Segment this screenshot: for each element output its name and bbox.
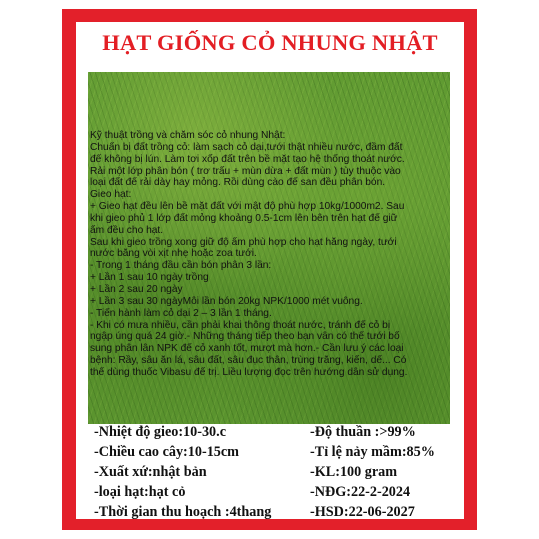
guide-line: ngập úng quá 24 giờ.- Những tháng tiếp theo bạn vẫn có thể tưới bổ xyxy=(90,331,400,343)
spec-left: -Xuất xứ:nhật bản xyxy=(94,464,207,480)
spec-left: -loại hạt:hạt cỏ xyxy=(94,484,186,500)
spec-left: -Nhiệt độ gieo:10-30.c xyxy=(94,424,226,440)
guide-line: ẩm đều cho hạt. xyxy=(90,224,164,236)
spec-right: -HSD:22-06-2027 xyxy=(310,504,415,520)
grass-photo xyxy=(88,72,450,424)
guide-line: Rải một lớp phân bón ( trơ trấu + mùn dừa + đất mùn ) tùy thuộc vào xyxy=(90,165,401,177)
guide-line: để không bị lún. Làm tơi xốp đất trên bề mặt tạo hệ thống thoát nước. xyxy=(90,153,405,165)
spec-right: -Tỉ lệ nảy mầm:85% xyxy=(310,444,435,460)
spec-right: -NĐG:22-2-2024 xyxy=(310,484,411,500)
guide-line: + Gieo hạt đều lên bề mặt đất với mật độ phù hợp 10kg/1000m2. Sau xyxy=(90,201,405,213)
guide-line: + Lần 1 sau 10 ngày trồng xyxy=(90,272,209,284)
guide-line: khi gieo phủ 1 lớp đất mỏng khoảng 0.5-1cm lên bên trên hạt để giữ xyxy=(90,212,398,224)
spec-row xyxy=(88,504,464,524)
guide-line: - Tiến hành làm cỏ dại 2 – 3 lần 1 tháng. xyxy=(90,307,272,319)
guide-line: Sau khi gieo trồng xong giữ độ ẩm phù hợp cho hạt hằng ngày, tưới xyxy=(90,236,397,248)
guide-line: Gieo hạt: xyxy=(90,189,132,201)
spec-row xyxy=(88,464,464,484)
product-title: HẠT GIỐNG CỎ NHUNG NHẬT xyxy=(102,30,438,55)
spec-row xyxy=(88,424,464,444)
guide-line: sung phân lân NPK để cỏ xanh tốt, mượt mà hơn.- Cần lưu ý các loại xyxy=(90,343,404,355)
planting-guide xyxy=(90,130,450,379)
spec-right: -KL:100 gram xyxy=(310,464,398,480)
guide-line: bệnh: Rầy, sâu ăn lá, sâu đất, sâu đục thân, trùng trắng, kiến, dế... Có xyxy=(90,355,407,367)
spec-left: -Thời gian thu hoạch :4thang xyxy=(94,504,272,520)
guide-line: Kỹ thuật trồng và chăm sóc cỏ nhung Nhật: xyxy=(90,130,286,141)
guide-line: + Lần 3 sau 30 ngàyMỗi lần bón 20kg NPK/1000 mét vuông. xyxy=(90,295,363,307)
guide-line: loại đất để rải dày hay mỏng. Rồi dùng cào để san đều phân bón. xyxy=(90,177,386,189)
spec-left: -Chiều cao cây:10-15cm xyxy=(94,444,239,460)
guide-line: + Lần 2 sau 20 ngày xyxy=(90,283,183,295)
guide-line: nước bằng vòi xịt nhẹ hoặc zoa tưới. xyxy=(90,248,257,260)
guide-line: - Khi có mưa nhiều, cần phải khai thông thoát nước, tránh để cỏ bị xyxy=(90,319,391,331)
spec-right: -Độ thuần :>99% xyxy=(310,424,416,440)
spec-table xyxy=(88,424,464,524)
spec-row xyxy=(88,484,464,504)
guide-line: Chuẩn bị đất trồng cỏ: làm sạch cỏ dại,tưới thật nhiều nước, đầm đất xyxy=(90,141,403,153)
guide-line: - Trong 1 tháng đầu cần bón phân 3 lần: xyxy=(90,260,272,272)
guide-line: thể dùng thuốc Vibasu để trị. Liều lượng đọc trên hướng dẫn sử dụng. xyxy=(90,366,408,378)
spec-row xyxy=(88,444,464,464)
